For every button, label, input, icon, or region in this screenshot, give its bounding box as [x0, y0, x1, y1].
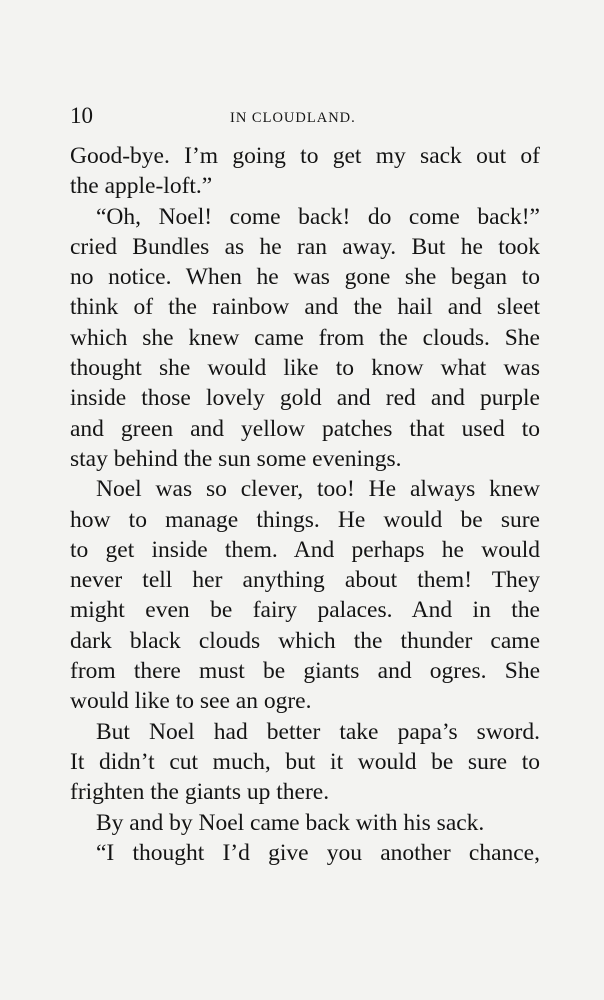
text-line: inside those lovely gold and red and purple — [70, 385, 540, 412]
text-line: might even be fairy palaces. And in the — [70, 597, 540, 624]
text-line: from there must be giants and ogres. She — [70, 658, 540, 685]
text-line: and green and yellow patches that used to — [70, 415, 540, 442]
text-line: “I thought I’d give you another chance, — [96, 839, 540, 866]
running-head — [70, 101, 540, 131]
text-line: thought she would like to know what was — [70, 355, 540, 382]
text-line: stay behind the sun some evenings. — [70, 445, 402, 472]
text-line: would like to see an ogre. — [70, 688, 312, 715]
text-line: never tell her anything about them! They — [70, 567, 540, 594]
running-title: IN CLOUDLAND. — [230, 110, 356, 126]
text-line: how to manage things. He would be sure — [70, 506, 540, 533]
text-line: Noel was so clever, too! He always knew — [96, 476, 540, 503]
page-number: 10 — [70, 103, 93, 128]
body-text — [70, 141, 540, 868]
text-line: Good-bye. I’m going to get my sack out of — [70, 143, 540, 169]
text-line: But Noel had better take papa’s sword. — [96, 718, 540, 745]
text-line: to get inside them. And perhaps he would — [70, 536, 540, 563]
text-line: By and by Noel came back with his sack. — [96, 809, 485, 836]
text-line: “Oh, Noel! come back! do come back!” — [96, 203, 540, 230]
text-line: dark black clouds which the thunder came — [70, 627, 540, 654]
text-line: It didn’t cut much, but it would be sure to — [70, 748, 540, 775]
text-line: think of the rainbow and the hail and sleet — [70, 294, 540, 321]
text-line: cried Bundles as he ran away. But he took — [70, 233, 540, 260]
text-line: frighten the giants up there. — [70, 779, 330, 806]
text-line: no notice. When he was gone she began to — [70, 264, 540, 291]
text-line: which she knew came from the clouds. She — [70, 324, 540, 351]
text-line: the apple-loft.” — [70, 173, 213, 200]
